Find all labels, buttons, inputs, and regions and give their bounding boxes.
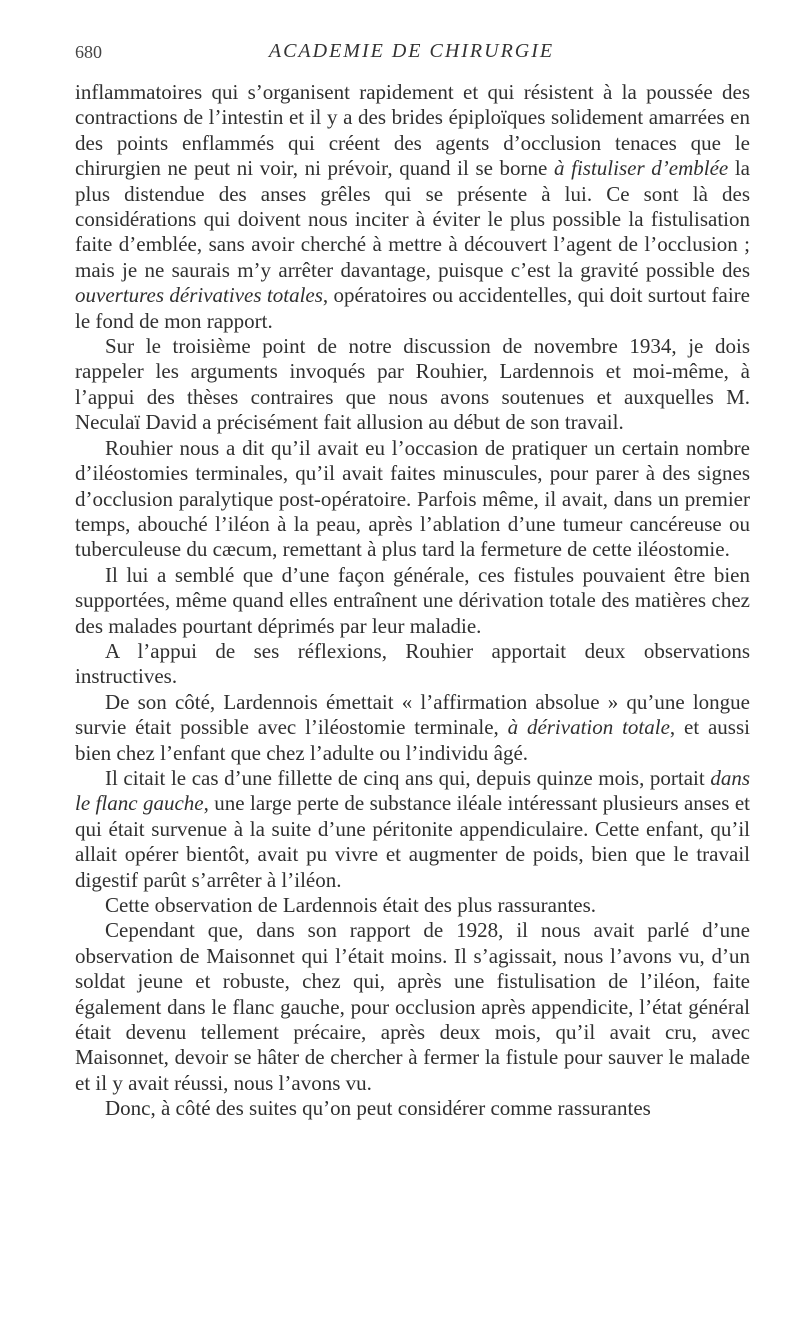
italic-text: dans le flanc gauche (75, 765, 750, 816)
paragraph (75, 563, 750, 639)
text-run: , une large perte de substance iléale intéressant plusieurs anses et qui était survenue à la suite d’une péritonite appendiculaire. Cette enfant, qu’il allait opérer bientôt, avait pu vivre et augmenter de poids, bien que le travail digestif parût s’arrêter à l’iléon. (75, 791, 750, 892)
text-run: Rouhier nous a dit qu’il avait eu l’occasion de pratiquer un certain nombre d’iléostomies terminales, qu’il avait faites minuscules, pour parer à des signes d’occlusion paralytique post-opératoire. Parfois même, il avait, dans un premier temps, abouché l’iléon à la peau, après l’ablation d’une tumeur cancéreuse ou tuberculeuse du cæcum, remettant à plus tard la fermeture de cette iléostomie. (75, 435, 750, 562)
paragraph (75, 334, 750, 436)
italic-text: ouvertures dérivatives totales (75, 283, 323, 308)
paragraph (75, 436, 750, 563)
italic-text: à fistuliser d’emblée (554, 156, 729, 181)
text-run: Sur le troisième point de notre discussion de novembre 1934, je dois rappeler les arguments invoqués par Rouhier, Lardennois et moi-même, à l’appui des thèses contraires que nous avons soutenues et auxquelles M. Neculaï David a précisément fait allusion au début de son travail. (75, 334, 750, 435)
italic-text: à dérivation totale (507, 715, 670, 740)
text-run: Il lui a semblé que d’une façon générale, ces fistules pouvaient être bien supportées, même quand elles entraînent une dérivation totale des matières chez des malades pourtant déprimés par leur maladie. (75, 562, 750, 638)
text-run: la plus distendue des anses grêles qui se présente à lui. Ce sont là des considérations qui doivent nous inciter à éviter le plus possible la fistulisation faite d’emblée, sans avoir cherché à mettre à découvert l’agent de l’occlusion ; mais je ne saurais m’y arrêter davantage, puisque c’est la gravité possible des (75, 156, 750, 282)
paragraph (75, 918, 750, 1096)
running-title: ACADEMIE DE CHIRURGIE (268, 40, 555, 62)
text-run: Cette observation de Lardennois était des plus rassurantes. (105, 893, 597, 917)
paragraph (75, 690, 750, 766)
page-number: 680 (75, 42, 102, 62)
text-run: inflammatoires qui s’organisent rapidement et qui résistent à la poussée des contractions de l’intestin et il y a des brides épiploïques solidement amarrées en des points enflammés qui créent des agents d’occlusion tenaces que le chirurgien ne peut ni voir, ni prévoir, quand il se borne (75, 80, 750, 181)
paragraph (75, 766, 750, 893)
page-header (75, 40, 748, 68)
text-run: A l’appui de ses réflexions, Rouhier apportait deux observations instructives. (75, 638, 750, 689)
text-run: De son côté, Lardennois émettait « l’affirmation absolue » qu’une longue survie était possible avec l’iléostomie terminale, (75, 689, 750, 740)
paragraph (75, 639, 750, 690)
paragraph (75, 1096, 750, 1121)
text-run: Il citait le cas d’une fillette de cinq ans qui, depuis quinze mois, portait (105, 765, 711, 790)
article-body (75, 80, 750, 1122)
text-run: , et aussi bien chez l’enfant que chez l’adulte ou l’individu âgé. (75, 715, 750, 765)
text-run: Cependant que, dans son rapport de 1928, il nous avait parlé d’une observation de Maisonnet qui l’était moins. Il s’agissait, nous l’avons vu, d’un soldat jeune et robuste, chez qui, après une fistulisation de l’iléon, faite également dans le flanc gauche, pour occlusion après appendicite, l’état général était devenu tellement précaire, après deux mois, qu’il avait cru, avec Maisonnet, devoir se hâter de chercher à fermer la fistule pour sauver le malade et il y avait réussi, nous l’avons vu. (75, 918, 750, 1095)
text-run: , opératoires ou accidentelles, qui doit surtout faire le fond de mon rapport. (75, 283, 750, 333)
text-run: Donc, à côté des suites qu’on peut considérer comme rassurantes (105, 1096, 651, 1121)
paragraph (75, 80, 750, 334)
paragraph (75, 893, 750, 918)
